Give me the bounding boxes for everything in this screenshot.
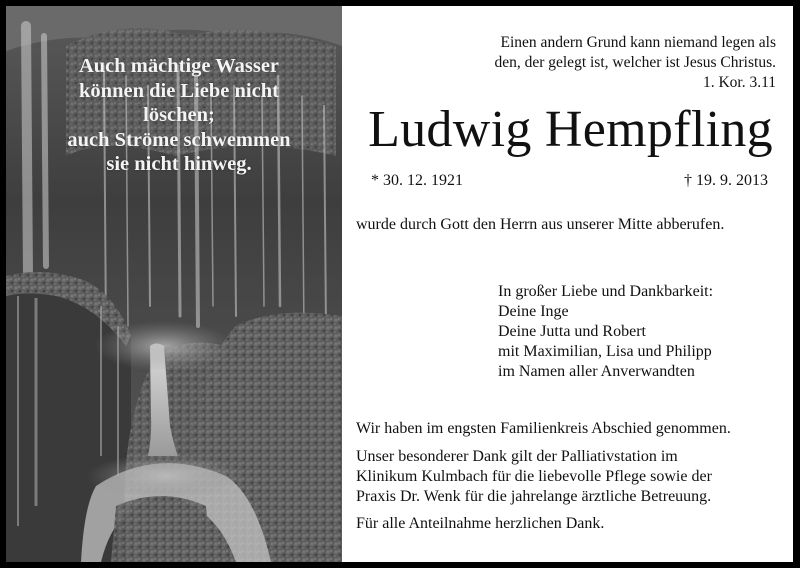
family-line: mit Maximilian, Lisa und Philipp: [498, 343, 712, 360]
family-line: Deine Jutta und Robert: [498, 323, 646, 340]
thanks-line: Praxis Dr. Wenk für die jahrelange ärztliche Betreuung.: [356, 488, 712, 505]
closing-text: [356, 419, 731, 542]
family-line: In großer Liebe und Dankbarkeit:: [498, 283, 714, 300]
deceased-name: Ludwig Hempfling: [368, 101, 773, 158]
thanks-line: Klinikum Kulmbach für die liebevolle Pflege sowie der: [356, 468, 712, 485]
final-thanks: Für alle Anteilnahme herzlichen Dank.: [356, 515, 605, 532]
quote-line: können die Liebe nicht: [79, 79, 279, 102]
farewell-statement: Wir haben im engsten Familienkreis Abschied genommen.: [356, 420, 731, 437]
waterfall-photo: [6, 6, 342, 562]
called-statement: wurde durch Gott den Herrn aus unserer Mitte abberufen.: [356, 216, 725, 233]
thanks-paragraph: [356, 447, 731, 507]
verse-reference: 1. Kor. 3.11: [702, 74, 776, 91]
text-panel: [342, 6, 793, 562]
death-date: † 19. 9. 2013: [684, 172, 768, 189]
quote-line: Auch mächtige Wasser: [78, 55, 280, 77]
thanks-line: Unser besonderer Dank gilt der Palliativstation im: [356, 448, 678, 465]
birth-date: * 30. 12. 1921: [371, 172, 463, 189]
quote-line: sie nicht hinweg.: [106, 153, 252, 175]
verse-line: den, der gelegt ist, welcher ist Jesus Christus.: [494, 54, 776, 71]
family-line: im Namen aller Anverwandten: [498, 363, 695, 380]
quote-line: löschen;: [143, 104, 215, 126]
verse-line: Einen andern Grund kann niemand legen als: [500, 34, 776, 51]
family-signature: [498, 282, 713, 382]
quote-overlay: [6, 54, 342, 177]
quote-line: auch Ströme schwemmen: [67, 128, 291, 151]
family-line: Deine Inge: [498, 303, 569, 320]
bible-verse: [494, 33, 776, 93]
life-dates: [371, 171, 768, 191]
